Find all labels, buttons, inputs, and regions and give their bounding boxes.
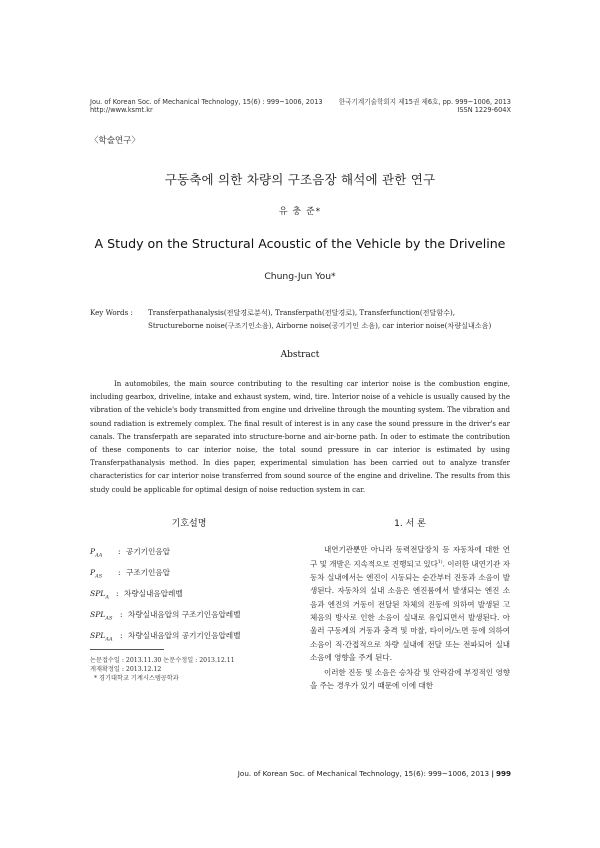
- page-footer: Jou. of Korean Soc. of Mechanical Technology, 15(6): 999~1006, 2013 | 999: [237, 769, 511, 778]
- nomenclature-item: $SPL_{AA}$ : 차량실내음압의 공기기인음압레벨: [90, 631, 241, 643]
- footnote-divider: [90, 649, 164, 650]
- footnote-received: 논문접수일 : 2013.11.30 논문수정일 : 2013.12.11: [90, 657, 235, 664]
- section-tag: 〈학술연구〉: [90, 136, 140, 146]
- journal-header-left: [90, 98, 323, 115]
- nomenclature-desc: 차량실내음압의 공기기인음압레벨: [128, 631, 241, 640]
- page-number: 999: [495, 769, 511, 778]
- nomenclature-item: $SPL_A$ : 차량실내음압레벨: [90, 589, 183, 601]
- introduction-body: [310, 543, 510, 693]
- nomenclature-symbol: $P_{AS}$: [90, 568, 103, 580]
- abstract-title: Abstract: [280, 350, 320, 360]
- introduction-section: [310, 516, 510, 693]
- footnote-accepted: 게재확정일 : 2013.12.12: [90, 666, 162, 673]
- intro-paragraph-1: 내연기관뿐만 아니라 동력전달장치 등 자동차에 대한 연구 및 개발은 지속적으로 진행되고 있다$^{1)}$. 이러한 내연기관 자동차 실내에서는 엔진이 시동되는 순간부터 진동과 소음이 발생된다. 자동차의 실내 소음은 엔진룸에서 발생되는 엔진 소음과 엔진의 거동이 전달된 차체의 진동에 의하여 발생된 고체음의 방사로 인한 소음이 실내로 유입되면서 발생된다. 아울러 구동계의 거동과 충격 및 마찰, 타이어/노면 등에 의하여 소음이 직·간접적으로 차량 실내에 전달 또는 전파되어 실내 소음에 영향을 주게 된다.: [310, 545, 510, 662]
- nomenclature-list: [90, 546, 288, 651]
- journal-url[interactable]: http://www.ksmt.kr: [90, 106, 153, 115]
- keywords-block: [90, 306, 520, 332]
- nomenclature-item: $P_{AA}$ : 공기기인음압: [90, 547, 171, 559]
- nomenclature-symbol: $SPL_{AS}$: [90, 610, 113, 622]
- introduction-title: 1. 서 론: [394, 519, 426, 529]
- intro-paragraph-2: 이러한 진동 및 소음은 승차감 및 안락감에 부정적인 영향을 주는 경우가 있기 때문에 이에 대한: [310, 668, 510, 691]
- nomenclature-desc: 구조기인음압: [126, 568, 171, 577]
- nomenclature-section: [90, 516, 288, 651]
- nomenclature-desc: 차량실내음압의 구조기인음압레벨: [128, 610, 241, 619]
- nomenclature-item: $P_{AS}$ : 구조기인음압: [90, 568, 171, 580]
- abstract-body: In automobiles, the main source contributing to the resulting car interior noise is the combustion engine, including gearbox, driveline, intake and exhaust system, wind, tire. Interior noise of a vehicle is usually caused by the vibration of the vehicle's body transmitted from engine und driveline through the mounting system. The vibration and sound radiation is extremely complex. The final result of interest is in any case the sound pressure in the driver's ear canals. The transferpath are separated into structure-borne and air-borne path. In oder to estimate the contribution of these components to car interior noise, the total sound pressure in car interior is estimated by using Transferpathanalysis method. In dies paper, experimental simulation has been carried out to analyze transfer characteristics for car interior noise transferred from sound source of the engine and driveline. The results from this study could be applicable for optimal design of noise reduction system in car.: [90, 380, 510, 494]
- journal-issn: ISSN 1229-604X: [457, 106, 511, 115]
- author-en: Chung-Jun You*: [264, 271, 336, 282]
- footnote-affiliation: * 경기대학교 기계시스템공학과: [94, 675, 179, 682]
- footer-citation: Jou. of Korean Soc. of Mechanical Technology, 15(6): 999~1006, 2013: [237, 769, 490, 778]
- nomenclature-symbol: $SPL_A$: [90, 589, 109, 601]
- keywords-line-2: Structureborne noise(구조기인소음), Airborne noise(공기기인 소음), car interior noise(차량실내소음): [148, 321, 492, 330]
- keywords-line-1: Transferpathanalysis(전달경로분석), Transferpath(전달경로), Transferfunction(전달함수),: [148, 308, 456, 317]
- nomenclature-title: 기호설명: [171, 519, 207, 529]
- keywords-label: Key Words :: [90, 308, 133, 317]
- nomenclature-symbol: $P_{AA}$: [90, 547, 103, 559]
- journal-citation-ko: 한국기계기술학회지 제15권 제6호, pp. 999~1006, 2013: [338, 98, 511, 106]
- nomenclature-desc: 공기기인음압: [126, 547, 171, 556]
- author-ko: 유 충 준*: [278, 207, 322, 217]
- paper-title-en: A Study on the Structural Acoustic of the Vehicle by the Driveline: [94, 236, 506, 251]
- citation-ref: 1): [437, 560, 443, 566]
- nomenclature-item: $SPL_{AS}$ : 차량실내음압의 구조기인음압레벨: [90, 610, 241, 622]
- nomenclature-symbol: $SPL_{AA}$: [90, 631, 113, 643]
- journal-citation: Jou. of Korean Soc. of Mechanical Technology, 15(6) : 999~1006, 2013: [90, 98, 323, 106]
- journal-header-right: [339, 98, 511, 115]
- footnote-block: [90, 656, 235, 683]
- paper-title-ko: 구동축에 의한 차량의 구조음장 해석에 관한 연구: [164, 172, 436, 187]
- nomenclature-desc: 차량실내음압레벨: [124, 589, 183, 598]
